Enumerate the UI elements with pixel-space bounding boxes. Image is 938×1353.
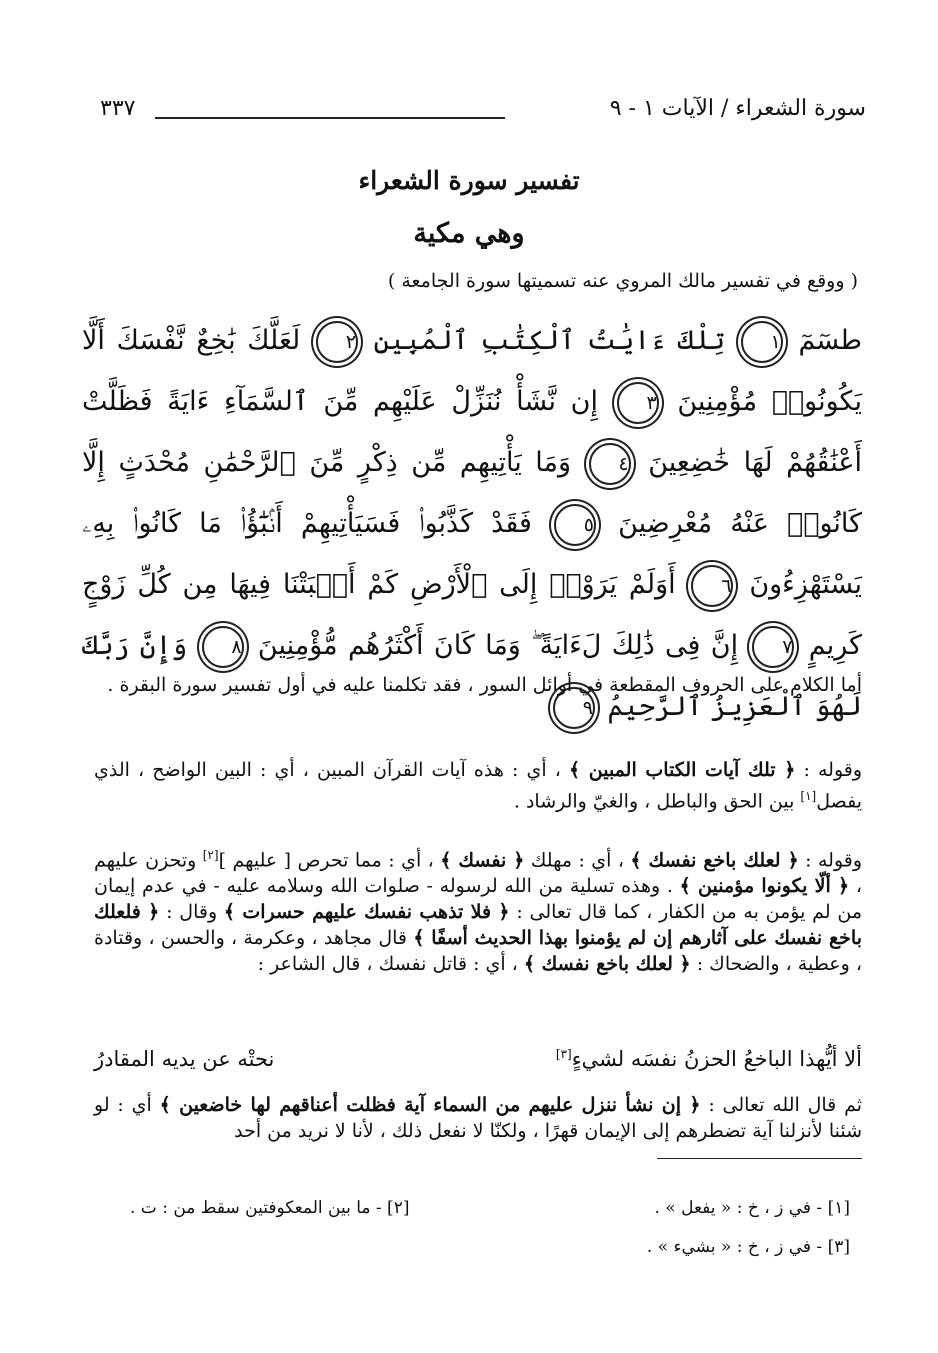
verse-hemistich-second: نحتْه عن يديه المقادرُ (94, 1047, 275, 1071)
paragraph-text: ، أي : هذه آيات القرآن المبين ، أي : البين الواضح ، الذي يفصل (94, 759, 862, 813)
quoted-verse: ﴿ ألّا يكونوا مؤمنين ﴾ (679, 875, 850, 898)
paragraph-text: وقال : (159, 901, 224, 924)
quoted-verse: ﴿ فلا تذهب نفسك عليهم حسرات ﴾ (223, 901, 510, 924)
verse-text: وَمَا يَأْتِيهِم مِّن ذِكْرٍ مِّنَ ٱلرَّحْمَٰنِ مُحْدَثٍ إِلَّا كَانُوا۟ عَنْهُ مُعْرِضِينَ (82, 447, 862, 539)
ayah-marker: ٩ (553, 687, 595, 729)
footnote-ref: [٣] (555, 1047, 572, 1061)
verse-text: إِنَّ فِى ذَٰلِكَ لَءَايَةً ۖ وَمَا كَانَ أَكْثَرُهُم مُّؤْمِنِينَ (257, 630, 739, 661)
quoted-verse: ﴿ نفسك ﴾ (440, 849, 525, 872)
running-title: سورة الشعراء / الآيات ١ - ٩ (609, 96, 866, 121)
paragraph-text: وقوله : (795, 759, 863, 781)
footnote: [١] - في ز ، خ : « يفعل » . (654, 1198, 850, 1218)
naming-note: ( ووقع في تفسير مالك المروي عنه تسميتها سورة الجامعة ) (387, 270, 858, 292)
quoted-verse: ﴿ لعلك باخع نفسك ﴾ (523, 953, 691, 976)
verse-hemistich-first (556, 1047, 862, 1071)
verse-text: وَإِنَّ رَبَّكَ لَهُوَ ٱلْعَزِيزُ ٱلرَّحِيمُ (82, 630, 862, 722)
footnote-ref: [١] (800, 789, 817, 803)
paragraph-text: أي : لو شئنا لأنزلنا آية تضطرهم إلى الإيمان قهرًا ، ولكنّا لا نفعل ذلك ، لأنا لا نريد من أحد (94, 1094, 862, 1142)
poetry-verse (94, 1047, 862, 1071)
ayah-marker: ٦ (691, 565, 733, 607)
verse-text: إِن نَّشَأْ نُنَزِّلْ عَلَيْهِم مِّنَ ٱلسَّمَآءِ ءَايَةً فَظَلَّتْ أَعْنَٰقُهُمْ لَهَا خَٰضِعِينَ (82, 386, 862, 478)
verse-text: لَعَلَّكَ بَٰخِعٌ نَّفْسَكَ أَلَّا يَكُونُوا۟ مُؤْمِنِينَ (82, 325, 862, 417)
ayah-marker: ٥ (554, 504, 596, 546)
quoted-verse: ﴿ تلك آيات الكتاب المبين ﴾ (568, 759, 796, 781)
commentary-paragraph (94, 842, 862, 977)
paragraph-text: وتحزن عليهم ، (94, 849, 862, 898)
footnote: [٣] - في ز ، خ : « بشيء » . (646, 1237, 850, 1257)
page-title: تفسير سورة الشعراء (358, 166, 580, 195)
commentary-paragraph: أما الكلام على الحروف المقطعة في أوائل السور ، فقد تكلمنا عليه في أول تفسير سورة البقرة . (107, 674, 862, 696)
paragraph-text: ، أي : مهلك (524, 849, 631, 872)
paragraph-text: ، أي : قاتل نفسك ، قال الشاعر : (257, 953, 524, 976)
commentary-paragraph (94, 757, 862, 814)
header-rule (155, 117, 505, 119)
footnote: [٢] - ما بين المعكوفتين سقط من : ت . (130, 1198, 410, 1218)
ayah-marker: ٣ (617, 382, 659, 424)
ayah-marker: ١ (741, 321, 783, 363)
ayah-marker: ٢ (316, 321, 358, 363)
paragraph-text: . وهذه تسلية من الله لرسوله - صلوات الله وسلامه عليه - في عدم إيمان من لم يؤمن به من الكفار ، كما قال تعالى : (94, 875, 863, 924)
ayah-marker: ٨ (202, 626, 244, 668)
paragraph-text: ، أي : مما تحرص [ عليهم ] (218, 849, 441, 872)
paragraph-text: ثم قال الله تعالى : (700, 1094, 863, 1116)
commentary-paragraph (94, 1092, 862, 1144)
ayah-marker: ٧ (752, 626, 794, 668)
paragraph-text: وقوله : (798, 849, 863, 872)
verse-text: طسٓمٓ (798, 325, 862, 356)
paragraph-text: قال مجاهد ، وعكرمة ، والحسن ، وقتادة ، وعطية ، والضحاك : (94, 927, 862, 976)
quoted-verse: ﴿ لعلك باخع نفسك ﴾ (630, 849, 799, 872)
verse-text: تِلْكَ ءَايَٰتُ ٱلْكِتَٰبِ ٱلْمُبِينِ (373, 325, 726, 356)
quoted-verse: ﴿ فلعلك باخع نفسك على آثارهم إن لم يؤمنوا بهذا الحديث أسفًا ﴾ (94, 901, 862, 950)
footnote-separator (657, 1158, 862, 1159)
verse-text: فَقَدْ كَذَّبُوا۟ فَسَيَأْتِيهِمْ أَنۢبَٰٓؤُا۟ مَا كَانُوا۟ بِهِۦ يَسْتَهْزِءُونَ (82, 508, 862, 600)
footnote-ref: [٢] (202, 848, 219, 862)
quoted-verse: ﴿ إن نشأ ننزل عليهم من السماء آية فظلت أعناقهم لها خاضعين ﴾ (159, 1094, 701, 1116)
verse-text: أَوَلَمْ يَرَوْا۟ إِلَى ٱلْأَرْضِ كَمْ أَنۢبَتْنَا فِيهَا مِن كُلِّ زَوْجٍ كَرِيمٍ (82, 569, 863, 661)
page-subtitle: وهي مكية (413, 218, 525, 249)
page-number: ٣٣٧ (100, 96, 136, 121)
ayah-marker: ٤ (589, 443, 631, 485)
hemistich-text: ألا أيُّهذا الباخعُ الحزنُ نفسَه لشيءٍ (571, 1047, 862, 1071)
paragraph-text: بين الحق والباطل ، والغيّ والرشاد . (513, 790, 801, 813)
